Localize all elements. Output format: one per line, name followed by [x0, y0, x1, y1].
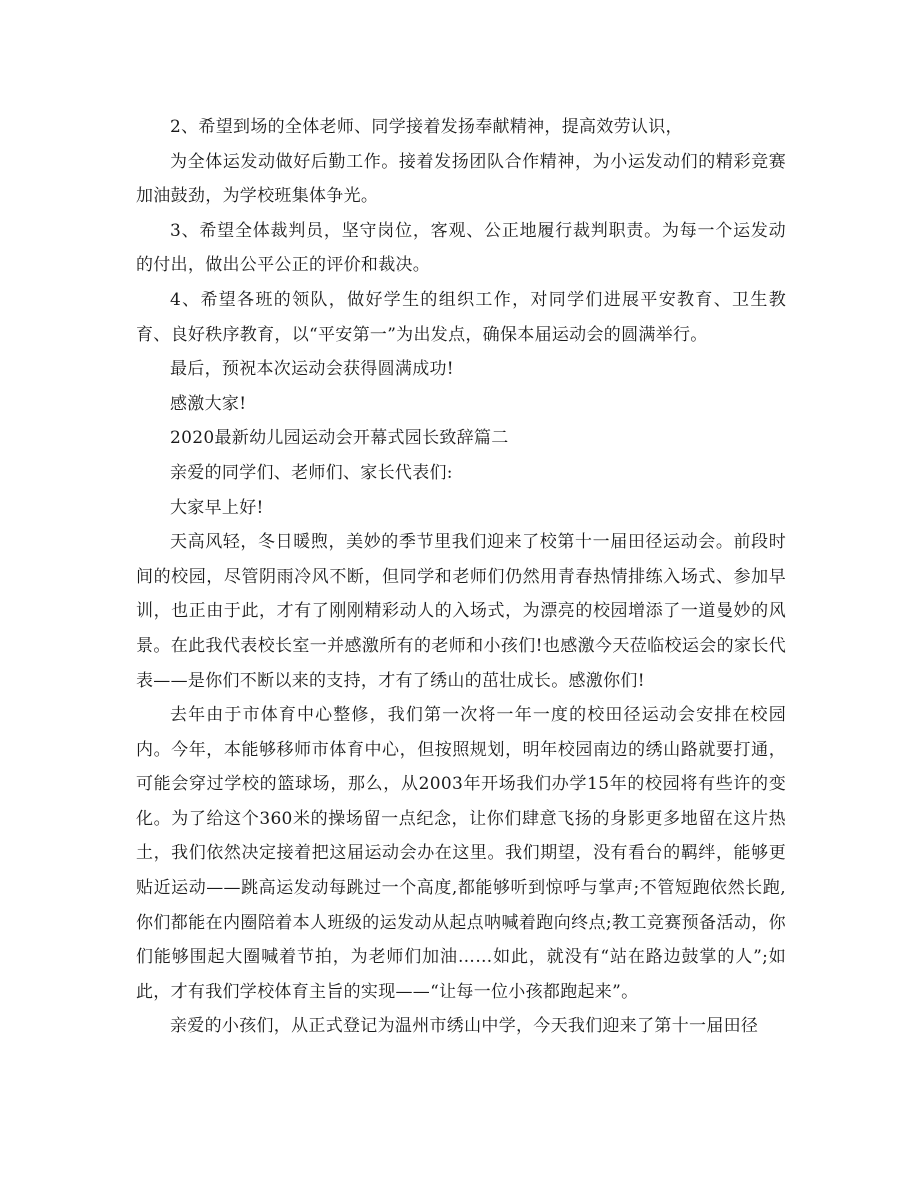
paragraph-closing-wish: 最后，预祝本次运动会获得圆满成功! [170, 359, 454, 380]
salutation: 亲爱的同学们、老师们、家长代表们: [170, 462, 453, 483]
paragraph-venue: 去年由于市体育中心整修，我们第一次将一年一度的校田径运动会安排在校园内。今年，本能够移师市体育中心，但按照规划，明年校园南边的绣山路就要打通，可能会穿过学校的篮球场，那么，从2003年开场我们办学15年的校园将有些许的变化。为了给这个360米的操场留一点纪念，让你们肆意飞扬的身影更多地留在这片热土，我们依然决定接着把这届运动会办在这里。我们期望，没有看台的羁绊，能够更贴近运动——跳高运发动每跳过一个高度,都能够听到惊呼与掌声;不管短跑依然长跑,你们都能在内圈陪着本人班级的运发动从起点呐喊着跑向终点;教工竞赛预备活动，你们能够围起大圈喊着节拍，为老师们加油……如此，就没有“站在路边鼓掌的人”;如此，才有我们学校体育主旨的实现——“让每一位小孩都跑起来”。 [136, 705, 786, 1002]
paragraph-logistics: 为全体运发动做好后勤工作。接着发扬团队合作精神，为小运发动们的精彩竞赛加油鼓劲，为学校班集体争光。 [136, 151, 786, 207]
paragraph-wish-3: 3、希望全体裁判员，坚守岗位，客观、公正地履行裁判职责。为每一个运发动的付出，做出公平公正的评价和裁决。 [136, 220, 786, 276]
paragraph-thanks: 感激大家! [170, 393, 247, 414]
document-page [136, 110, 786, 1044]
section-heading: 2020最新幼儿园运动会开幕式园长致辞篇二 [170, 428, 509, 449]
paragraph-wish-2: 2、希望到场的全体老师、同学接着发扬奉献精神，提高效劳认识， [170, 117, 683, 137]
greeting: 大家早上好! [170, 497, 264, 518]
paragraph-children: 亲爱的小孩们，从正式登记为温州市绣山中学，今天我们迎来了第十一届田径 [170, 1016, 759, 1037]
paragraph-season: 天高风轻，冬日暖煦，美妙的季节里我们迎来了校第十一届田径运动会。前段时间的校园，尽管阴雨冷风不断，但同学和老师们仍然用青春热情排练入场式、参加早训，也正由于此，才有了刚刚精彩动人的入场式，为漂亮的校园增添了一道曼妙的风景。在此我代表校长室一并感激所有的老师和小孩们!也感激今天莅临校运会的家长代表——是你们不断以来的支持，才有了绣山的茁壮成长。感激你们! [136, 532, 786, 691]
paragraph-wish-4: 4、希望各班的领队，做好学生的组织工作，对同学们进展平安教育、卫生教育、良好秩序教育，以“平安第一”为出发点，确保本届运动会的圆满举行。 [136, 289, 786, 345]
